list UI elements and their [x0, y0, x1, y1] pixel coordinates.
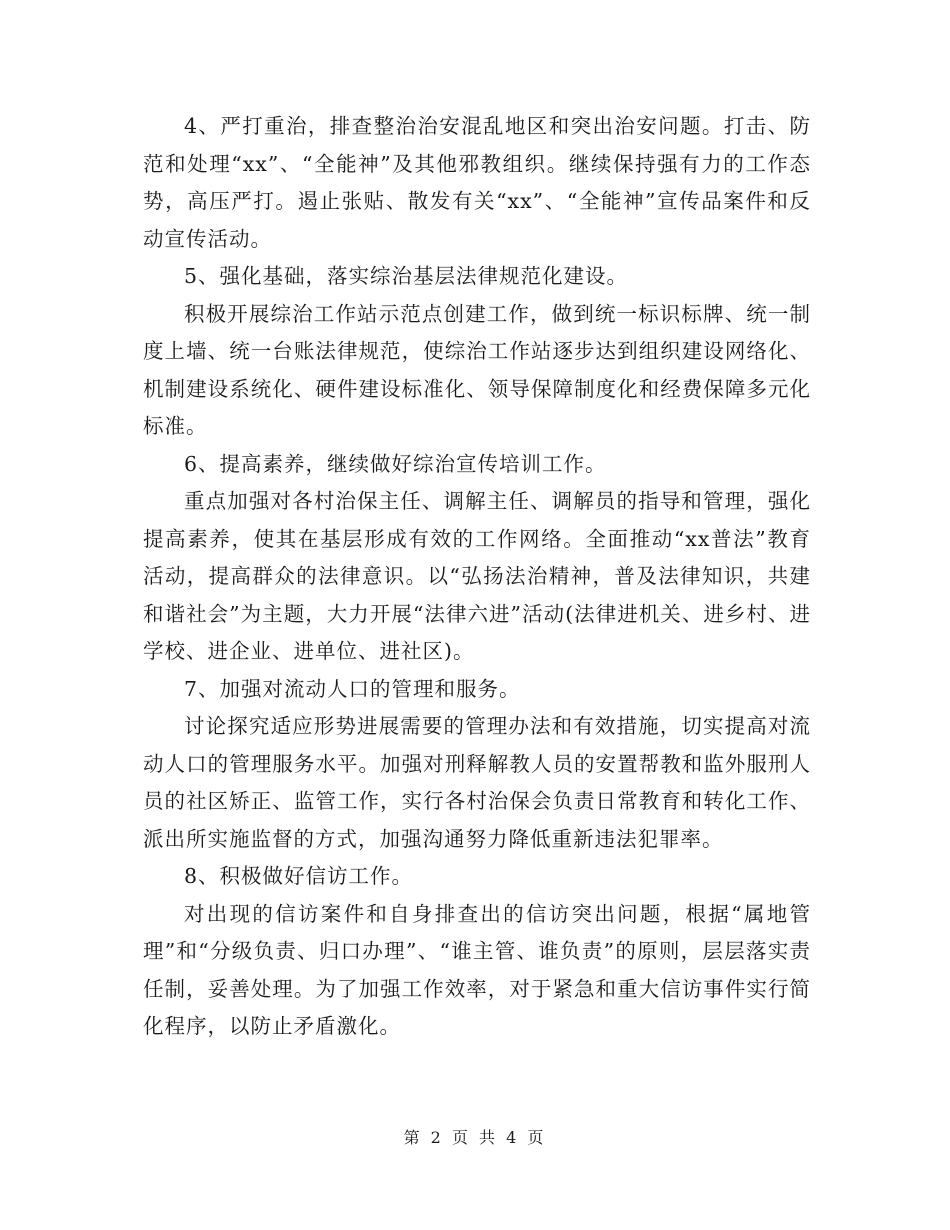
- paragraph-item-6-body: 重点加强对各村治保主任、调解主任、调解员的指导和管理，强化提高素养，使其在基层形成有效的工作网络。全面推动“xx普法”教育活动，提高群众的法律意识。以“弘扬法治精神，普及法律知识，共建和谐社会”为主题，大力开展“法律六进”活动(法律进机关、进乡村、进学校、进企业、进单位、进社区)。: [143, 489, 811, 663]
- paragraph-item-8-body: 对出现的信访案件和自身排查出的信访突出问题，根据“属地管理”和“分级负责、归口办理”、“谁主管、谁负责”的原则，层层落实责任制，妥善处理。为了加强工作效率，对于紧急和重大信访事件实行简化程序，以防止矛盾激化。: [143, 901, 811, 1038]
- document-body: [143, 108, 811, 1046]
- paragraph-item-4-heading: 4、严打重治，排查整治治安混乱地区和突出治安问题。打击、防范和处理“xx”、“全能神”及其他邪教组织。继续保持强有力的工作态势，高压严打。遏止张贴、散发有关“xx”、“全能神”宣传品案件和反动宣传活动。: [143, 114, 811, 251]
- paragraph-item-7-body: 讨论探究适应形势进展需要的管理办法和有效措施，切实提高对流动人口的管理服务水平。加强对刑释解教人员的安置帮教和监外服刑人员的社区矫正、监管工作，实行各村治保会负责日常教育和转化工作、派出所实施监督的方式，加强沟通努力降低重新违法犯罪率。: [143, 714, 811, 851]
- paragraph-item-8-heading: 8、积极做好信访工作。: [184, 864, 414, 888]
- page-number: 第 2 页 共 4 页: [403, 1128, 547, 1147]
- paragraph-item-5-body: 积极开展综治工作站示范点创建工作，做到统一标识标牌、统一制度上墙、统一台账法律规范，使综治工作站逐步达到组织建设网络化、机制建设系统化、硬件建设标准化、领导保障制度化和经费保障多元化标准。: [143, 301, 811, 438]
- paragraph-item-6-heading: 6、提高素养，继续做好综治宣传培训工作。: [184, 451, 607, 476]
- paragraph-item-7-heading: 7、加强对流动人口的管理和服务。: [184, 676, 521, 701]
- paragraph-item-5-heading: 5、强化基础，落实综治基层法律规范化建设。: [184, 264, 629, 288]
